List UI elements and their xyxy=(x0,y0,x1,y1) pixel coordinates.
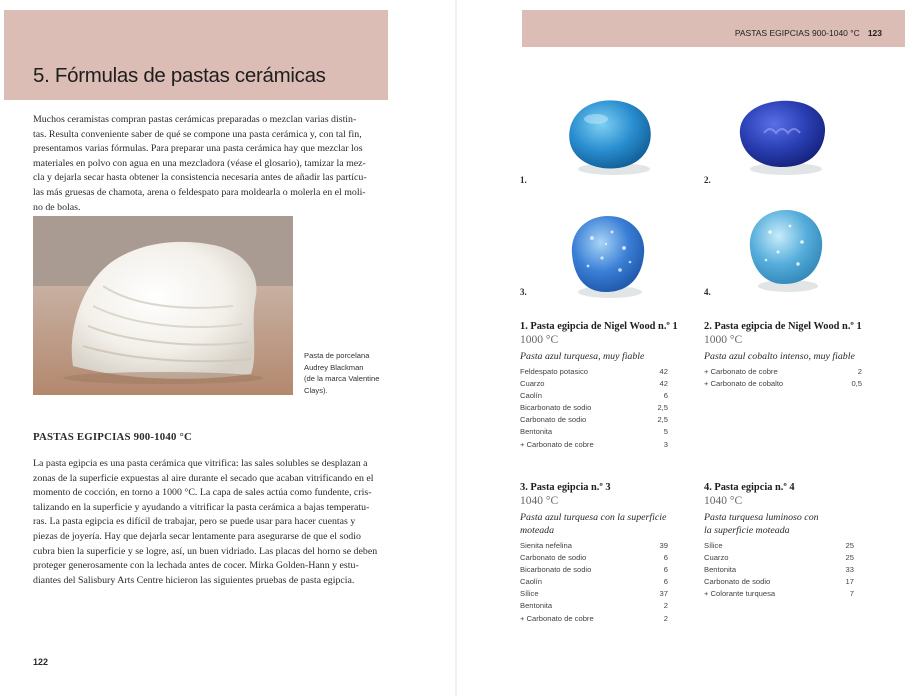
ingredient-name: Bicarbonato de sodio xyxy=(520,403,592,413)
porcelain-clay-photo xyxy=(33,216,293,395)
ingredient-list xyxy=(520,366,668,451)
recipe-description-line: Pasta azul turquesa con la superficie xyxy=(520,512,667,523)
body-line: talizando en la superficie y ayudando a vitrificar la pasta cerámica a bajas temperatu- xyxy=(33,501,370,513)
ingredient-amount: 2,5 xyxy=(657,415,668,425)
ingredient-amount: 0,5 xyxy=(851,379,862,389)
ingredient-amount: 6 xyxy=(663,577,668,587)
recipe-title: 2. Pasta egipcia de Nigel Wood n.º 1 xyxy=(704,321,862,332)
body-line: proteger generosamente con la lechada antes de cocer. Mirka Golden-Hann y estu- xyxy=(33,560,359,572)
ingredient-amount: 2 xyxy=(857,367,862,376)
ingredient-name: Carbonato de sodio xyxy=(520,553,587,563)
ingredient-amount: 7 xyxy=(849,589,854,599)
ingredient-name: Carbonato de sodio xyxy=(520,415,587,425)
recipe-description xyxy=(704,350,884,363)
ingredient-list xyxy=(520,540,668,625)
ingredient-amount: 2 xyxy=(663,601,668,611)
ingredient-name: + Colorante turquesa xyxy=(704,589,776,599)
section-heading: PASTAS EGIPCIAS 900-1040 °C xyxy=(33,431,192,443)
body-paragraph xyxy=(33,457,389,588)
ingredient-row xyxy=(520,378,668,390)
intro-line: tas. Resulta conveniente saber de qué se compone una pasta cerámica y, con tal fin, xyxy=(33,128,362,140)
ingredient-list xyxy=(704,366,862,390)
intro-line: no de bolas. xyxy=(33,201,81,213)
recipe-1 xyxy=(520,320,700,451)
intro-line: presentamos varias fórmulas. Para preparar una pasta cerámica hay que mezclar los xyxy=(33,143,363,155)
ingredient-amount: 5 xyxy=(663,427,668,437)
recipe-title: 1. Pasta egipcia de Nigel Wood n.º 1 xyxy=(520,321,678,332)
left-page xyxy=(0,0,456,696)
recipe-description xyxy=(704,511,884,537)
body-line: ras. La pasta egipcia es difícil de trabajar, pero se puede usar para hacer cuentas y xyxy=(33,516,356,528)
ingredient-row xyxy=(520,439,668,451)
recipe-temperature: 1000 °C xyxy=(704,334,743,346)
ingredient-row xyxy=(520,576,668,588)
recipe-description xyxy=(520,511,700,537)
recipe-temperature: 1000 °C xyxy=(520,334,559,346)
ingredient-amount: 33 xyxy=(845,565,854,575)
ingredient-row xyxy=(520,414,668,426)
ingredient-amount: 42 xyxy=(659,367,668,376)
ingredient-name: Bentonita xyxy=(520,427,553,437)
stone-label-1: 1. xyxy=(520,175,527,185)
caption-line: Pasta de porcelana xyxy=(304,351,370,360)
body-line: zonas de la superficie expuestas al aire durante el secado que acaban vitrificando en el xyxy=(33,472,374,484)
ingredient-amount: 25 xyxy=(845,553,854,563)
body-line: momento de cocción, en torno a 1000 °C. La capa de sales actúa como fundente, cris- xyxy=(33,487,372,499)
photo-caption xyxy=(304,350,399,396)
ingredient-name: Cuarzo xyxy=(520,379,545,389)
stone-image-3 xyxy=(562,208,652,300)
ingredient-amount: 6 xyxy=(663,391,668,401)
recipe-description-line: Pasta azul cobalto intenso, muy fiable xyxy=(704,351,855,362)
ingredient-name: Cuarzo xyxy=(704,553,729,563)
ingredient-name: Bentonita xyxy=(704,565,737,575)
recipe-description xyxy=(520,350,700,363)
ingredient-amount: 2,5 xyxy=(657,403,668,413)
ingredient-name: + Carbonato de cobre xyxy=(520,439,594,449)
stone-image-4 xyxy=(742,204,830,294)
intro-line: Muchos ceramistas compran pastas cerámicas preparadas o mezclan varias distin- xyxy=(33,114,357,125)
ingredient-row xyxy=(520,600,668,612)
ingredient-amount: 3 xyxy=(663,439,668,449)
ingredient-row xyxy=(520,613,668,625)
recipe-temperature: 1040 °C xyxy=(520,495,559,507)
caption-line: (de la marca Valentine xyxy=(304,374,380,384)
ingredient-row xyxy=(520,540,668,552)
ingredient-row xyxy=(704,378,862,390)
ingredient-name: Bicarbonato de sodio xyxy=(520,565,592,575)
ingredient-row xyxy=(704,366,862,378)
ingredient-name: + Carbonato de cobre xyxy=(520,613,594,623)
stone-label-3: 3. xyxy=(520,287,527,297)
ingredient-row xyxy=(704,540,854,552)
stone-label-4: 4. xyxy=(704,287,711,297)
right-page xyxy=(456,0,913,696)
ingredient-name: Caolín xyxy=(520,391,542,401)
recipe-temperature: 1040 °C xyxy=(704,495,743,507)
stone-image-2 xyxy=(734,95,832,179)
recipe-description-line: Pasta turquesa luminoso con xyxy=(704,512,819,523)
ingredient-list xyxy=(704,540,854,600)
body-line: diantes del Salisbury Arts Centre hicieron las siguientes pruebas de pasta egipcia. xyxy=(33,574,355,586)
page-number: 123 xyxy=(867,28,882,38)
ingredient-row xyxy=(520,564,668,576)
recipe-description-line: la superficie moteada xyxy=(704,525,790,536)
caption-line: Audrey Blackman xyxy=(304,362,364,372)
ingredient-amount: 6 xyxy=(663,553,668,563)
ingredient-row xyxy=(704,552,854,564)
body-line: La pasta egipcia es una pasta cerámica que vitrifica: las sales solubles se desplazan a xyxy=(33,458,368,469)
ingredient-row xyxy=(520,552,668,564)
porcelain-clay-image xyxy=(33,216,293,395)
caption-line: Clays). xyxy=(304,385,328,395)
intro-line: cla y dejarla secar hasta obtener la consistencia necesaria antes de añadir las partícu- xyxy=(33,172,367,184)
recipe-3 xyxy=(520,481,700,625)
intro-line: materiales en polvo con agua en una mezcladora (véase el glosario), tamizar la mez- xyxy=(33,157,366,169)
body-line: cubra bien la superficie y se logre, así, un buen vidriado. Las placas del horno se deben xyxy=(33,545,378,557)
ingredient-amount: 17 xyxy=(845,577,854,587)
ingredient-name: Bentonita xyxy=(520,601,553,611)
ingredient-name: + Carbonato de cobalto xyxy=(704,379,784,389)
ingredient-name: Sienita nefelina xyxy=(520,541,572,550)
ingredient-amount: 39 xyxy=(659,541,668,550)
ingredient-name: Caolín xyxy=(520,577,542,587)
ingredient-amount: 37 xyxy=(659,589,668,599)
ingredient-amount: 2 xyxy=(663,613,668,623)
stone-image-1 xyxy=(562,95,658,179)
recipe-title: 4. Pasta egipcia n.º 4 xyxy=(704,482,795,493)
ingredient-row xyxy=(704,588,854,600)
page-number: 122 xyxy=(33,657,49,667)
ingredient-name: Sílice xyxy=(520,589,539,599)
recipe-4 xyxy=(704,481,884,600)
recipe-description-line: Pasta azul turquesa, muy fiable xyxy=(520,351,645,362)
ingredient-row xyxy=(520,390,668,402)
ingredient-row xyxy=(704,576,854,588)
intro-line: las más gruesas de chamota, arena o feldespato para moldearla o molerla en el moli- xyxy=(33,186,366,198)
ingredient-name: + Carbonato de cobre xyxy=(704,367,778,376)
ingredient-row xyxy=(520,426,668,438)
ingredient-row xyxy=(520,588,668,600)
running-head-title: PASTAS EGIPCIAS 900-1040 °C xyxy=(734,28,860,38)
ingredient-name: Feldespato potasico xyxy=(520,367,588,376)
ingredient-row xyxy=(520,402,668,414)
body-line: piezas de joyería. Hay que dejarla secar lentamente para asegurarse de que el sodio xyxy=(33,530,361,542)
ingredient-row xyxy=(520,366,668,378)
ingredient-row xyxy=(704,564,854,576)
recipe-title: 3. Pasta egipcia n.º 3 xyxy=(520,482,611,493)
recipe-description-line: moteada xyxy=(520,525,555,536)
ingredient-name: Carbonato de sodio xyxy=(704,577,771,587)
chapter-title: 5. Fórmulas de pastas cerámicas xyxy=(33,64,326,87)
ingredient-amount: 42 xyxy=(659,379,668,389)
recipe-2 xyxy=(704,320,884,390)
ingredient-amount: 25 xyxy=(845,541,854,550)
ingredient-name: Sílice xyxy=(704,541,723,550)
intro-paragraph xyxy=(33,113,389,215)
running-head xyxy=(735,28,882,38)
stone-label-2: 2. xyxy=(704,175,711,185)
ingredient-amount: 6 xyxy=(663,565,668,575)
